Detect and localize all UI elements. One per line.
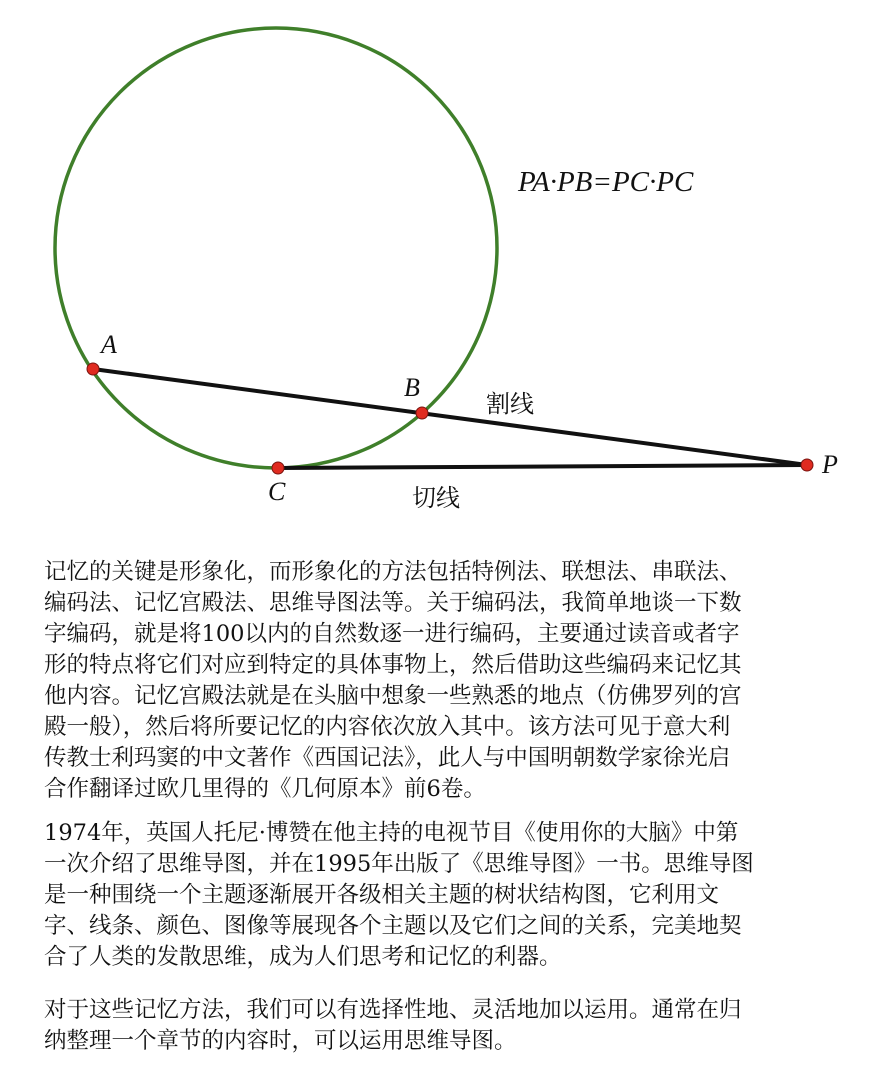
text-line: 合作翻译过欧几里得的《几何原本》前6卷。 xyxy=(44,776,486,802)
point-a xyxy=(87,363,99,375)
text-line: 形的特点将它们对应到特定的具体事物上，然后借助这些编码来记忆其 xyxy=(44,652,742,678)
text-line: 字、线条、颜色、图像等展现各个主题以及它们之间的关系，完美地契 xyxy=(44,913,742,939)
text-line: 是一种围绕一个主题逐渐展开各级相关主题的树状结构图，它利用文 xyxy=(44,882,720,908)
paragraph-memory-methods xyxy=(44,557,854,805)
text-line: 一次介绍了思维导图，并在1995年出版了《思维导图》一书。思维导图 xyxy=(44,851,754,877)
circle xyxy=(55,28,497,468)
point-b xyxy=(416,407,428,419)
text-line: 他内容。记忆宫殿法就是在头脑中想象一些熟悉的地点（仿佛罗列的宫 xyxy=(44,683,742,709)
secant-label: 割线 xyxy=(486,390,534,418)
paragraph-mind-map-history xyxy=(44,818,854,973)
text-line: 传教士利玛窦的中文著作《西国记法》，此人与中国明朝数学家徐光启 xyxy=(44,745,731,771)
text-line: 1974年，英国人托尼·博赞在他主持的电视节目《使用你的大脑》中第 xyxy=(44,820,739,846)
paragraph-usage-advice xyxy=(44,995,854,1057)
point-c xyxy=(272,462,284,474)
label-c: C xyxy=(268,477,286,506)
label-p: P xyxy=(822,450,838,479)
point-p xyxy=(801,459,813,471)
label-a: A xyxy=(101,330,117,359)
tangent-line xyxy=(278,465,807,468)
text-line: 记忆的关键是形象化，而形象化的方法包括特例法、联想法、串联法、 xyxy=(44,559,742,585)
tangent-label: 切线 xyxy=(412,484,460,512)
text-line: 字编码，就是将100以内的自然数逐一进行编码，主要通过读音或者字 xyxy=(44,621,740,647)
text-line: 殿一般），然后将所要记忆的内容依次放入其中。该方法可见于意大利 xyxy=(44,714,731,740)
text-line: 编码法、记忆宫殿法、思维导图法等。关于编码法，我简单地谈一下数 xyxy=(44,590,742,616)
label-b: B xyxy=(404,373,420,402)
text-line: 合了人类的发散思维，成为人们思考和记忆的利器。 xyxy=(44,944,562,970)
text-line: 纳整理一个章节的内容时，可以运用思维导图。 xyxy=(44,1028,517,1054)
text-line: 对于这些记忆方法，我们可以有选择性地、灵活地加以运用。通常在归 xyxy=(44,997,742,1023)
power-of-point-formula: PA·PB=PC·PC xyxy=(518,166,694,198)
